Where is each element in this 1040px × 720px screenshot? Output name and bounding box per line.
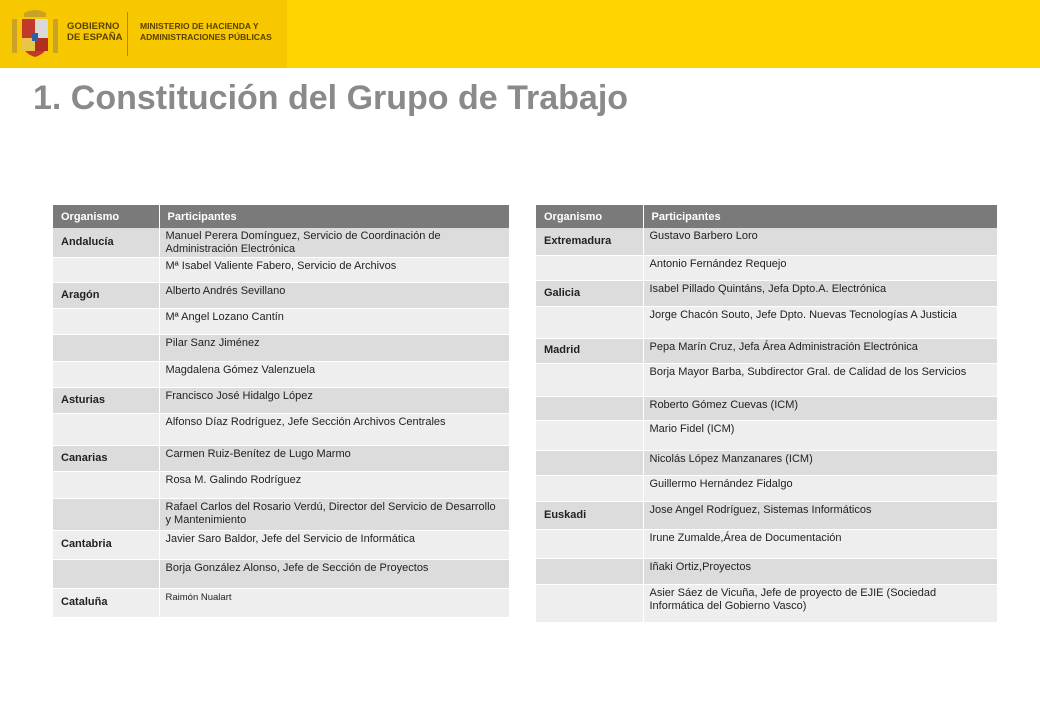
- organismo-cell: Asturias: [53, 387, 159, 413]
- page-title: 1. Constitución del Grupo de Trabajo: [33, 79, 629, 117]
- participant-cell: Antonio Fernández Requejo: [643, 255, 997, 280]
- participant-cell: Mª Isabel Valiente Fabero, Servicio de Archivos: [159, 257, 509, 282]
- participant-cell: Borja González Alonso, Jefe de Sección de Proyectos: [159, 559, 509, 588]
- table-row: [53, 334, 509, 361]
- organismo-cell: [53, 498, 159, 530]
- organismo-cell: [53, 413, 159, 445]
- participant-cell: Alfonso Díaz Rodríguez, Jefe Sección Archivos Centrales: [159, 413, 509, 445]
- organismo-cell: [536, 396, 643, 420]
- coat-of-arms-icon: [10, 7, 60, 61]
- participant-cell: Asier Sáez de Vicuña, Jefe de proyecto de EJIE (Sociedad Informática del Gobierno Vasco): [643, 584, 997, 622]
- organismo-cell: [53, 559, 159, 588]
- organismo-cell: [536, 255, 643, 280]
- organismo-cell: [53, 308, 159, 334]
- table-row: [53, 471, 509, 498]
- organismo-cell: Euskadi: [536, 501, 643, 529]
- logo-divider: [127, 12, 128, 56]
- organismo-cell: [536, 475, 643, 501]
- table-row: [536, 529, 997, 558]
- participant-cell: Alberto Andrés Sevillano: [159, 282, 509, 308]
- participant-cell: Pepa Marín Cruz, Jefa Área Administración Electrónica: [643, 338, 997, 363]
- participant-cell: Isabel Pillado Quintáns, Jefa Dpto.A. Electrónica: [643, 280, 997, 306]
- table-row: [53, 308, 509, 334]
- column-header-organismo: Organismo: [53, 205, 159, 228]
- organismo-cell: [536, 558, 643, 584]
- ministry-name: MINISTERIO DE HACIENDA Y ADMINISTRACIONES PÚBLICAS: [140, 21, 272, 42]
- column-header-participantes: Participantes: [159, 205, 509, 228]
- organismo-cell: Cantabria: [53, 530, 159, 559]
- table-row: [53, 588, 509, 617]
- participant-cell: Carmen Ruiz-Benítez de Lugo Marmo: [159, 445, 509, 471]
- participant-cell: Magdalena Gómez Valenzuela: [159, 361, 509, 387]
- participant-cell: Pilar Sanz Jiménez: [159, 334, 509, 361]
- participant-cell: Roberto Gómez Cuevas (ICM): [643, 396, 997, 420]
- participant-cell: Nicolás López Manzanares (ICM): [643, 450, 997, 475]
- table-row: [536, 338, 997, 363]
- table-row: [536, 255, 997, 280]
- organismo-cell: [536, 450, 643, 475]
- government-name: GOBIERNO DE ESPAÑA: [67, 21, 123, 43]
- table-row: [536, 501, 997, 529]
- table-row: [536, 396, 997, 420]
- column-header-organismo: Organismo: [536, 205, 643, 228]
- organismo-cell: [536, 363, 643, 396]
- organismo-cell: [53, 361, 159, 387]
- table-row: [536, 584, 997, 622]
- participant-cell: Jose Angel Rodríguez, Sistemas Informáticos: [643, 501, 997, 529]
- table-row: [536, 363, 997, 396]
- table-row: [53, 282, 509, 308]
- organismo-cell: Cataluña: [53, 588, 159, 617]
- participant-cell: Francisco José Hidalgo López: [159, 387, 509, 413]
- participant-cell: Iñaki Ortiz,Proyectos: [643, 558, 997, 584]
- table-row: [536, 450, 997, 475]
- organismo-cell: [53, 334, 159, 361]
- participant-cell: Rosa M. Galindo Rodríguez: [159, 471, 509, 498]
- table-row: [536, 475, 997, 501]
- participant-cell: Irune Zumalde,Área de Documentación: [643, 529, 997, 558]
- participants-table-right: [536, 205, 997, 623]
- table-row: [536, 280, 997, 306]
- participant-cell: Jorge Chacón Souto, Jefe Dpto. Nuevas Tecnologías A Justicia: [643, 306, 997, 338]
- table-row: [53, 257, 509, 282]
- table-row: [53, 445, 509, 471]
- table-row: [53, 530, 509, 559]
- table-row: [53, 413, 509, 445]
- participant-cell: Borja Mayor Barba, Subdirector Gral. de Calidad de los Servicios: [643, 363, 997, 396]
- column-header-participantes: Participantes: [643, 205, 997, 228]
- table-row: [53, 498, 509, 530]
- participant-cell: Raimón Nualart: [159, 588, 509, 617]
- organismo-cell: Aragón: [53, 282, 159, 308]
- participant-cell: Mario Fidel (ICM): [643, 420, 997, 450]
- table-row: [53, 387, 509, 413]
- table-row: [53, 361, 509, 387]
- organismo-cell: Andalucía: [53, 228, 159, 257]
- organismo-cell: Canarias: [53, 445, 159, 471]
- organismo-cell: [536, 584, 643, 622]
- participant-cell: Guillermo Hernández Fidalgo: [643, 475, 997, 501]
- government-logo: [0, 0, 287, 68]
- organismo-cell: Extremadura: [536, 228, 643, 255]
- organismo-cell: Madrid: [536, 338, 643, 363]
- table-row: [536, 228, 997, 255]
- table-row: [53, 228, 509, 257]
- table-row: [536, 420, 997, 450]
- table-row: [536, 306, 997, 338]
- organismo-cell: Galicia: [536, 280, 643, 306]
- participant-cell: Manuel Perera Domínguez, Servicio de Coordinación de Administración Electrónica: [159, 228, 509, 257]
- participant-cell: Mª Angel Lozano Cantín: [159, 308, 509, 334]
- organismo-cell: [53, 471, 159, 498]
- header-band: [0, 0, 1040, 68]
- table-row: [53, 559, 509, 588]
- participants-table-left: [53, 205, 509, 618]
- organismo-cell: [536, 306, 643, 338]
- table-row: [536, 558, 997, 584]
- participant-cell: Javier Saro Baldor, Jefe del Servicio de Informática: [159, 530, 509, 559]
- participant-cell: Rafael Carlos del Rosario Verdú, Director del Servicio de Desarrollo y Mantenimiento: [159, 498, 509, 530]
- participant-cell: Gustavo Barbero Loro: [643, 228, 997, 255]
- organismo-cell: [536, 420, 643, 450]
- organismo-cell: [536, 529, 643, 558]
- organismo-cell: [53, 257, 159, 282]
